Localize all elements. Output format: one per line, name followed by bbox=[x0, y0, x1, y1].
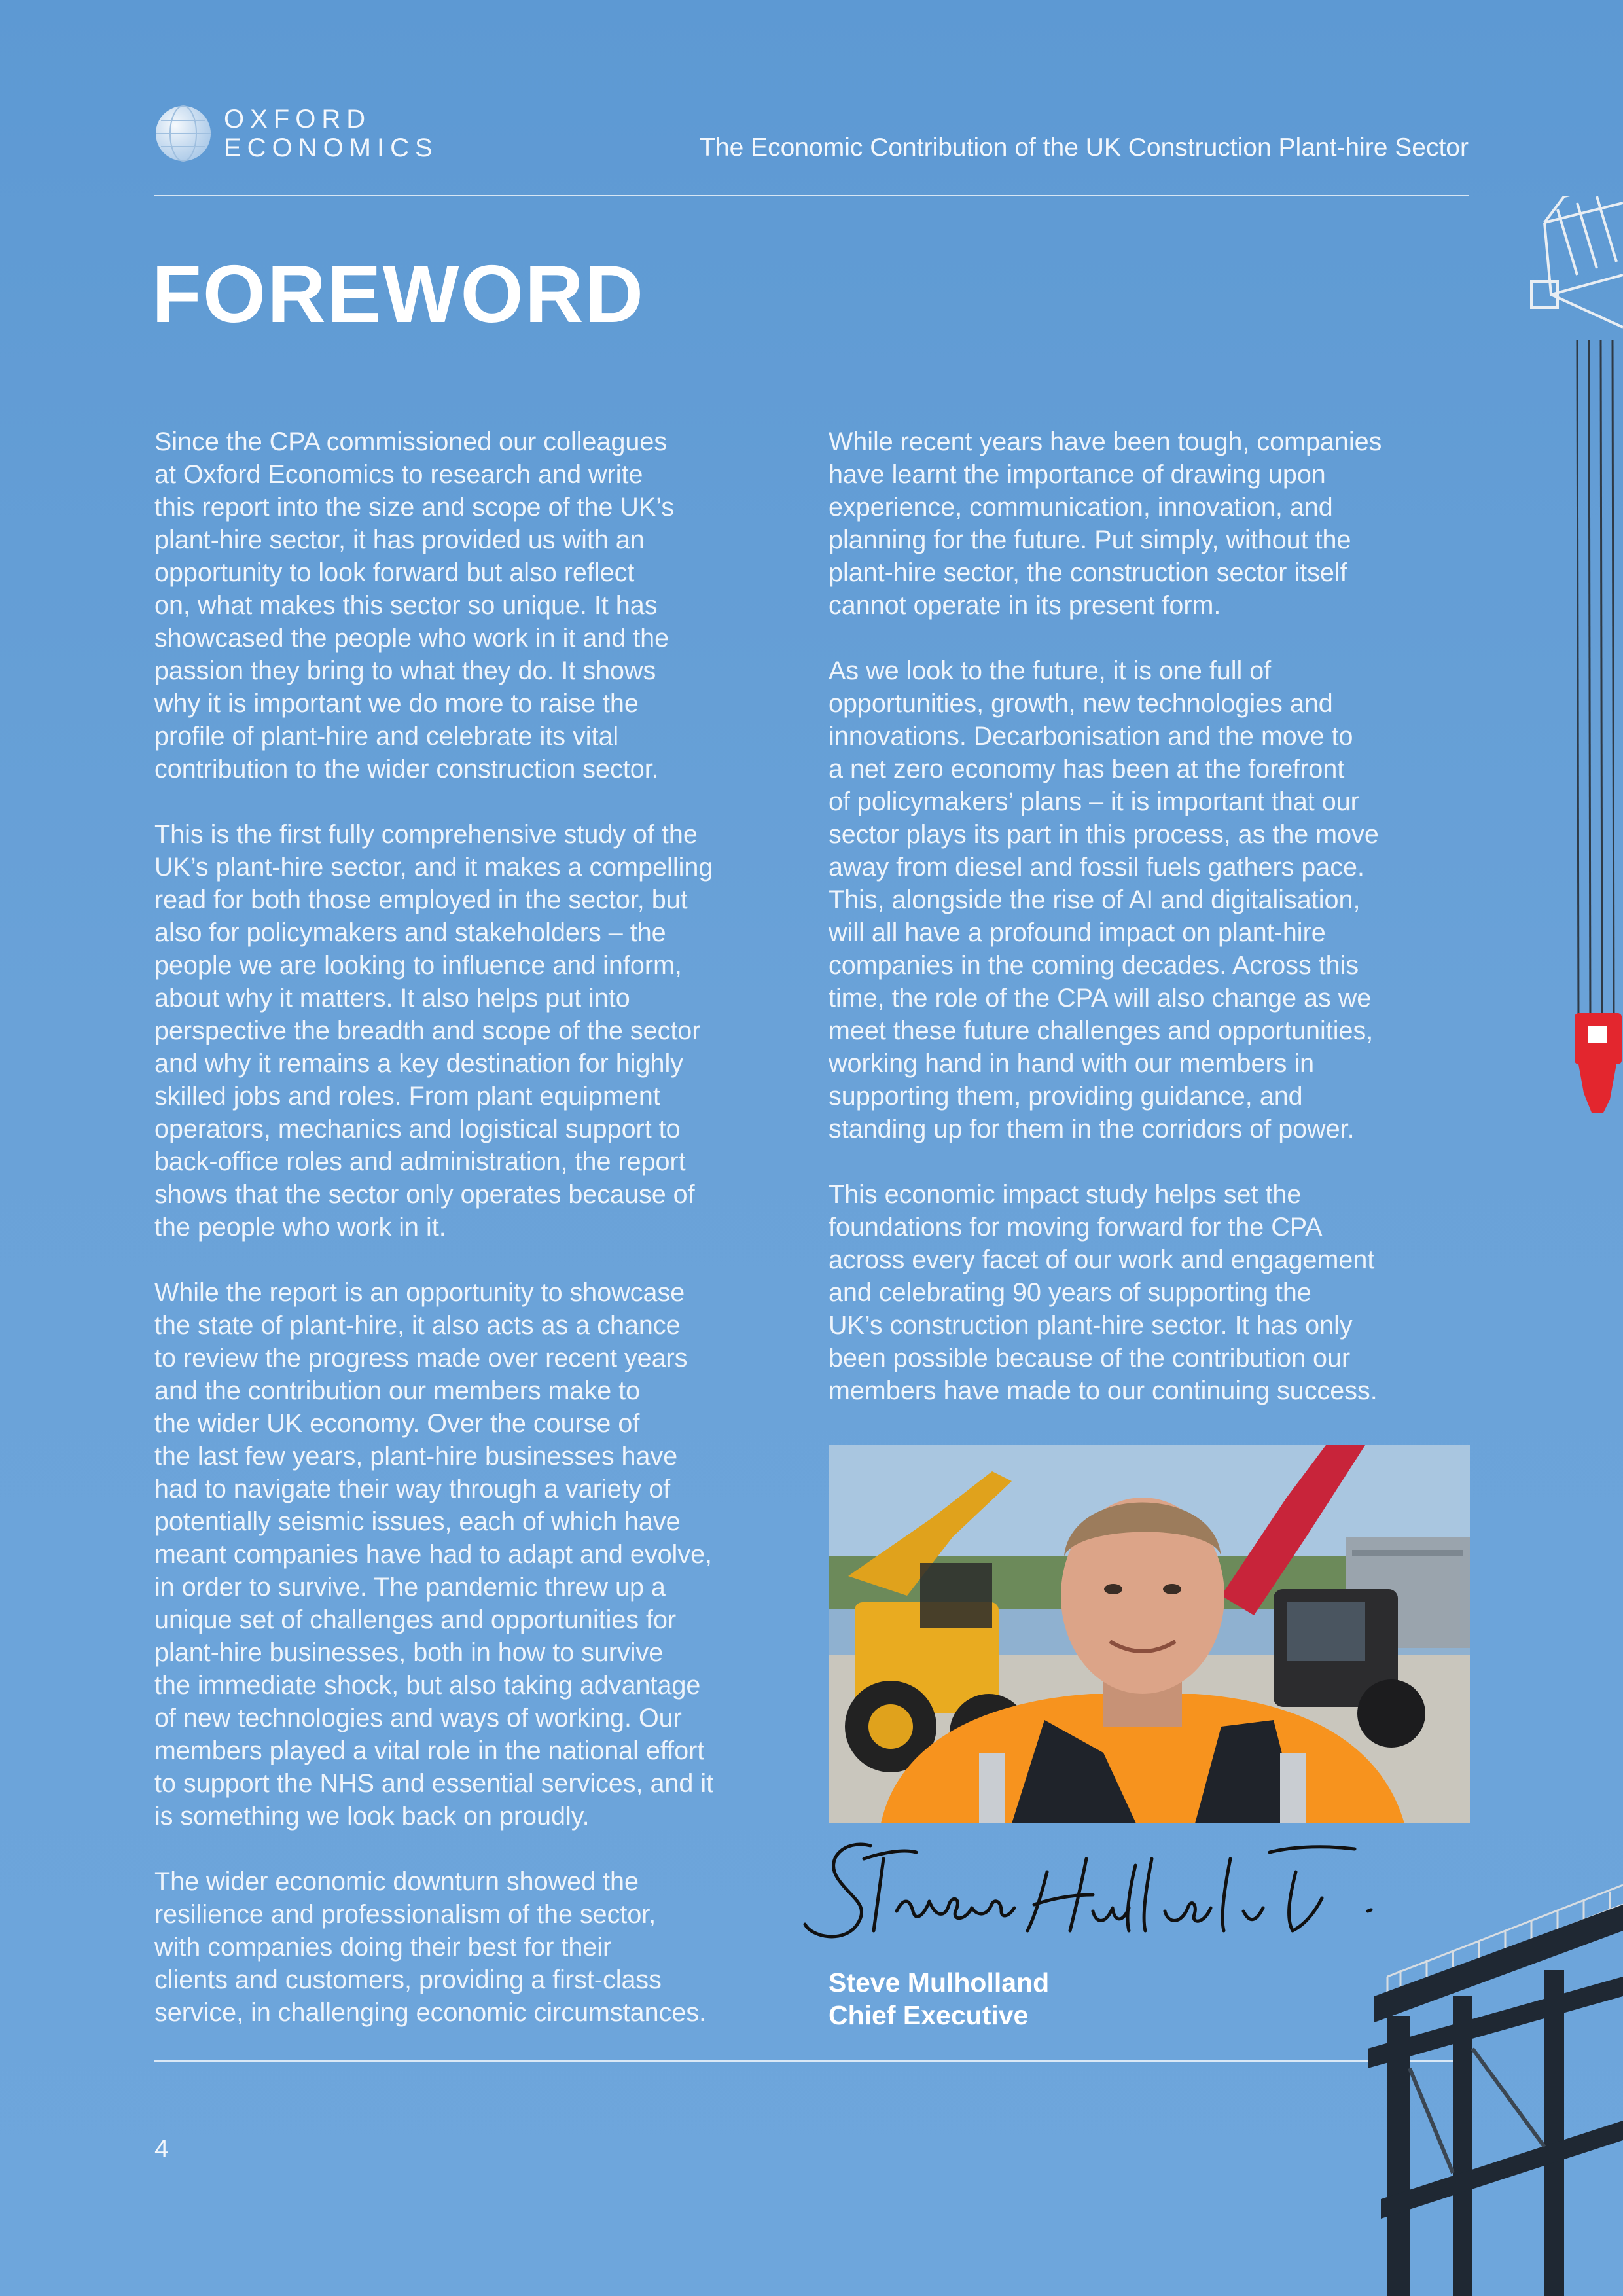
header-divider bbox=[154, 195, 1469, 196]
page-title: FOREWORD bbox=[152, 249, 645, 340]
crane-illustration bbox=[1505, 196, 1623, 1126]
crane-hook-block bbox=[1575, 1013, 1622, 1113]
paragraph: While recent years have been tough, companies have learnt the importance of drawing upon experience, communication, innovation, and planning for the future. Put simply, without the plant-hire sector, the construction sector itself cannot operate in its present form. bbox=[829, 427, 1382, 620]
footer-divider bbox=[154, 2060, 1469, 2062]
paragraph: While the report is an opportunity to showcase the state of plant-hire, it also acts as a chance to review the progress made over recent years and the contribution our members make to the wider UK economy. Over the course of the last few years, plant-hire businesses have had to navigate their way through a variety of potentially seismic issues, each of which have meant companies have had to adapt and evolve, in order to survive. The pandemic threw up a unique set of challenges and opportunities for plant-hire businesses, both in how to survive the immediate shock, but also taking advantage of new technologies and ways of working. Our members played a vital role in the national effort to support the NHS and essential services, and it is something we look back on proudly. bbox=[154, 1278, 714, 1831]
report-title: The Economic Contribution of the UK Construction Plant-hire Sector bbox=[700, 134, 1469, 162]
handwritten-signature bbox=[798, 1833, 1427, 1950]
paragraph: This economic impact study helps set the foundations for moving forward for the CPA across every facet of our work and engagement and celebrating 90 years of supporting the UK’s construction plant-hire sector. It has only been possible because of the contribution our members have made to our continuing success. bbox=[829, 1180, 1378, 1405]
oxford-economics-logo bbox=[154, 105, 438, 164]
globe-logo-icon bbox=[154, 105, 212, 162]
logo-line-2: ECONOMICS bbox=[224, 134, 438, 162]
signatory-role: Chief Executive bbox=[829, 2000, 1029, 2030]
portrait-photo bbox=[829, 1445, 1470, 1823]
paragraph: Since the CPA commissioned our colleagues at Oxford Economics to research and write this report into the size and scope of the UK’s plant-hire sector, it has provided us with an opportunity to look forward but also reflect on, what makes this sector so unique. It has showcased the people who work in it and the passion they bring to what they do. It shows why it is important we do more to raise the profile of plant-hire and celebrate its vital contribution to the wider construction sector. bbox=[154, 427, 675, 783]
page-number: 4 bbox=[154, 2135, 169, 2163]
foreword-right-column bbox=[829, 425, 1476, 1440]
foreword-left-column bbox=[154, 425, 802, 2062]
logo-line-1: OXFORD bbox=[224, 105, 372, 134]
signatory-name: Steve Mulholland bbox=[829, 1967, 1050, 1998]
paragraph: This is the first fully comprehensive study of the UK’s plant-hire sector, and it makes a compelling read for both those employed in the sector, but also for policymakers and stakeholders – the people we are looking to influence and inform, about why it matters. It also helps put into perspective the breadth and scope of the sector and why it remains a key destination for highly skilled jobs and roles. From plant equipment operators, mechanics and logistical support to back-office roles and administration, the report shows that the sector only operates because of the people who work in it. bbox=[154, 820, 713, 1242]
logo-wordmark bbox=[224, 105, 438, 162]
steel-frame-illustration bbox=[1348, 1833, 1623, 2296]
paragraph: The wider economic downturn showed the resilience and professionalism of the sector, with companies doing their best for their clients and customers, providing a first-class service, in challenging economic circumstances. bbox=[154, 1867, 707, 2027]
signatory-block bbox=[829, 1966, 1049, 2032]
paragraph: As we look to the future, it is one full of opportunities, growth, new technologies and innovations. Decarbonisation and the move to a net zero economy has been at the forefront of policymakers’ plans – it is important that our sector plays its part in this process, as the move away from diesel and fossil fuels gathers pace. This, alongside the rise of AI and digitalisation, will all have a profound impact on plant-hire companies in the coming decades. Across this time, the role of the CPA will also change as we meet these future challenges and opportunities, working hand in hand with our members in supporting them, providing guidance, and standing up for them in the corridors of power. bbox=[829, 656, 1379, 1143]
